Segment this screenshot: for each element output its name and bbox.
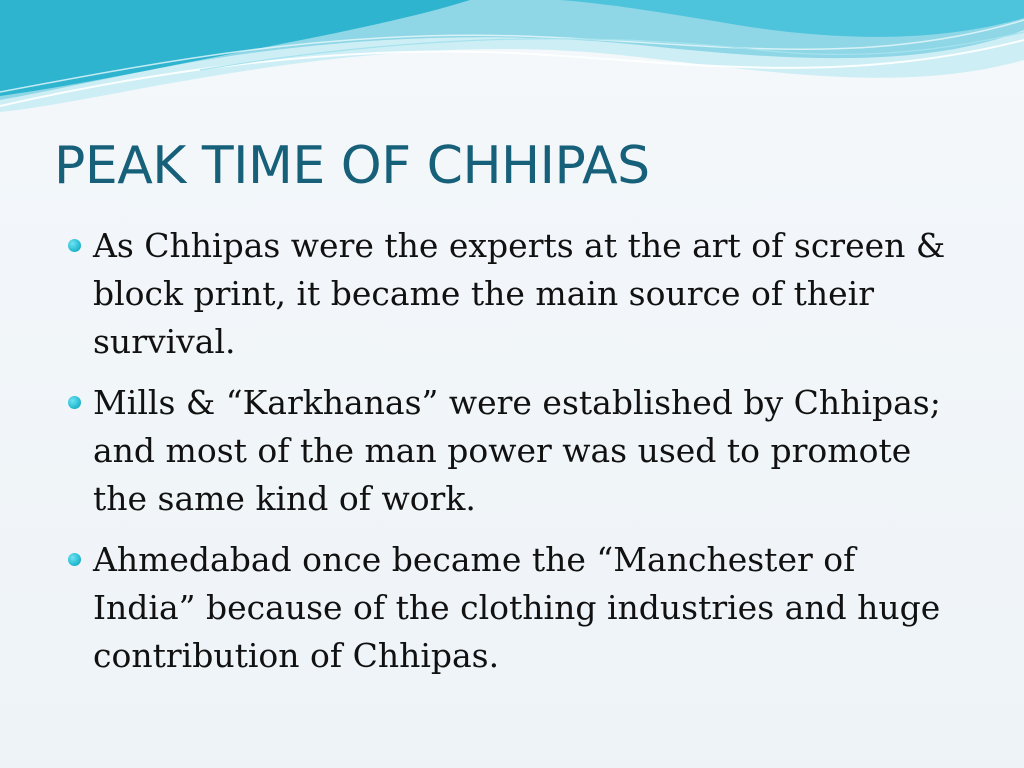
bullet-text: As Chhipas were the experts at the art of screen & block print, it became the main source of their survival.: [93, 226, 946, 361]
bullet-dot-icon: [68, 553, 81, 566]
bullet-list: [60, 222, 960, 693]
bullet-dot-icon: [68, 396, 81, 409]
bullet-item: [60, 222, 960, 366]
bullet-item: [60, 379, 960, 523]
bullet-item: [60, 536, 960, 680]
bullet-text: Ahmedabad once became the “Manchester of India” because of the clothing industries and huge contribution of Chhipas.: [93, 540, 941, 675]
header-wave-decoration: [0, 0, 1024, 130]
slide-title: PEAK TIME OF CHHIPAS: [54, 136, 650, 196]
bullet-dot-icon: [68, 239, 81, 252]
bullet-text: Mills & “Karkhanas” were established by Chhipas; and most of the man power was used to promote the same kind of work.: [93, 383, 941, 518]
